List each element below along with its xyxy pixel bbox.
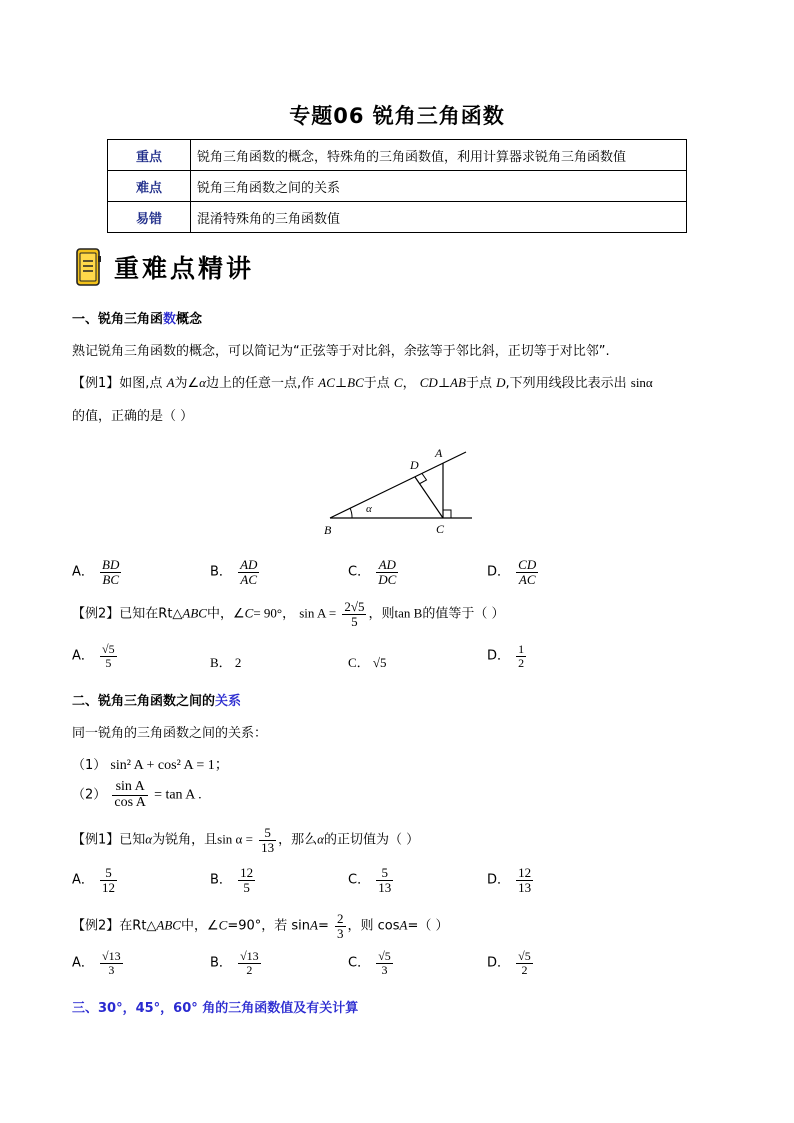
right-angle-d — [420, 474, 427, 484]
example-tag: 【例1】 — [72, 832, 120, 848]
stem-text: = — [317, 918, 329, 934]
option-b[interactable] — [210, 652, 241, 671]
summary-row — [108, 171, 687, 202]
stem-text: ，那么 — [278, 832, 318, 848]
stem-text: ，则 — [368, 606, 395, 622]
summary-key: 重点 — [108, 140, 191, 171]
option-value: √5 — [372, 655, 387, 670]
math-expr: tan B — [394, 605, 423, 621]
fraction-numerator: √13 — [240, 949, 259, 963]
option-label: B． — [210, 872, 232, 888]
option-label: A． — [72, 648, 94, 664]
stem-text: 为锐角，且 — [152, 832, 218, 848]
section-1-heading — [72, 308, 202, 327]
fraction-denominator: 5 — [351, 613, 358, 629]
stem-text: 边上的任意一点,作 — [206, 376, 315, 391]
math-var: C — [218, 917, 228, 933]
option-label: B． — [210, 564, 232, 580]
option-label: D． — [487, 955, 511, 971]
math-expr: sinα — [630, 375, 653, 390]
section-banner: 重难点精讲 — [114, 254, 255, 283]
math-var: D — [496, 375, 506, 390]
example-3-stem — [72, 826, 419, 854]
option-label: D． — [487, 872, 511, 888]
fraction-numerator: 5 — [259, 826, 276, 841]
option-d[interactable] — [487, 950, 535, 976]
page-title: 专题06 锐角三角函数 — [289, 104, 505, 128]
stem-text: ,下列用线段比表示出 — [505, 376, 627, 391]
option-d[interactable] — [487, 558, 540, 586]
stem-text: ， — [402, 376, 416, 391]
summary-value: 锐角三角函数的概念，特殊角的三角函数值，利用计算器求锐角三角函数值 — [191, 140, 687, 171]
fraction-denominator: 3 — [337, 925, 344, 941]
math-var: C — [393, 375, 403, 390]
math-expr: sin A = — [299, 605, 337, 621]
fraction-numerator: sin A — [112, 780, 148, 796]
summary-key: 易错 — [108, 202, 191, 233]
fraction-numerator: AD — [376, 558, 398, 573]
summary-value: 混淆特殊角的三角函数值 — [191, 202, 687, 233]
fraction-numerator: 12 — [518, 865, 532, 880]
option-label: B． — [210, 955, 232, 971]
fraction-denominator: AC — [240, 571, 258, 587]
math-var: A — [166, 375, 175, 390]
fraction-numerator: CD — [518, 557, 537, 572]
math-var: A — [399, 917, 408, 933]
heading-text: 一、锐角三角函 — [72, 312, 164, 327]
example-tag: 【例1】 — [72, 376, 120, 391]
option-a[interactable] — [72, 866, 119, 894]
stem-text: 已知 — [119, 832, 146, 848]
example-4-stem — [72, 912, 449, 940]
fraction-denominator: 13 — [378, 879, 392, 895]
option-label: C． — [348, 655, 370, 670]
fraction-denominator: AC — [518, 571, 536, 587]
option-label: A． — [72, 872, 94, 888]
relation-label: （2） — [72, 787, 107, 803]
math-var: α — [317, 831, 324, 847]
fraction-numerator: √13 — [102, 949, 121, 963]
fraction-denominator: 5 — [105, 655, 112, 670]
option-b[interactable] — [210, 950, 263, 976]
stem-text: 于点 — [465, 376, 492, 391]
stem-text: 在Rt△ — [119, 918, 157, 934]
summary-row — [108, 140, 687, 171]
option-c[interactable] — [348, 866, 395, 894]
relation-2 — [72, 780, 202, 810]
option-b[interactable] — [210, 558, 261, 586]
example-tag: 【例2】 — [72, 918, 120, 934]
stem-text: ，则 cos — [347, 918, 400, 934]
fraction-denominator: 5 — [243, 879, 250, 895]
notebook-icon — [76, 248, 102, 286]
relation-formula: = tan A . — [154, 787, 202, 803]
fraction-denominator: 2 — [246, 962, 253, 977]
stem-text: 的正切值为（ ） — [323, 832, 420, 848]
option-label: C． — [348, 872, 371, 888]
heading-text: 二、锐角三角函数之间的 — [72, 694, 216, 709]
stem-text: 于点 — [363, 376, 390, 391]
label-c: C — [436, 522, 445, 536]
option-a[interactable] — [72, 558, 123, 586]
math-var: ABC — [182, 605, 207, 621]
heading-text-highlight: 数 — [163, 312, 177, 327]
relation-1 — [72, 754, 229, 774]
stem-text: =（ ） — [407, 918, 449, 934]
triangle-figure — [318, 440, 478, 540]
option-b[interactable] — [210, 866, 257, 894]
heading-text-highlight: 关系 — [215, 694, 242, 709]
stem-text: 中，∠ — [180, 918, 219, 934]
option-a[interactable] — [72, 643, 119, 669]
fraction-numerator: √5 — [518, 949, 531, 963]
fraction-numerator: √5 — [378, 949, 391, 963]
summary-table — [107, 139, 687, 233]
section-1-intro: 熟记锐角三角函数的概念，可以简记为“正弦等于对比斜，余弦等于邻比斜，正切等于对比邻”. — [72, 344, 610, 359]
fraction-denominator: 2 — [518, 655, 525, 670]
example-2-stem — [72, 600, 504, 628]
fraction-numerator: AD — [240, 557, 258, 572]
fraction-denominator: 2 — [521, 962, 528, 977]
fraction-numerator: √5 — [102, 642, 115, 656]
fraction-denominator: DC — [378, 571, 397, 587]
math-symbol: ⊥ — [334, 375, 348, 390]
fraction-numerator: 2 — [337, 911, 344, 926]
fraction-denominator: 13 — [261, 839, 275, 855]
option-label: A． — [72, 564, 94, 580]
stem-text: = 90°， — [253, 605, 296, 621]
relation-label: （1） — [72, 758, 107, 773]
fraction-denominator: 3 — [381, 962, 388, 977]
option-value: 2 — [234, 655, 242, 670]
fraction-numerator: 1 — [518, 642, 525, 656]
section-2-intro: 同一锐角的三角函数之间的关系： — [72, 726, 268, 741]
example-1-stem — [72, 372, 653, 391]
fraction-numerator: 5 — [100, 866, 117, 881]
option-label: A． — [72, 955, 94, 971]
fraction-numerator: 5 — [376, 866, 393, 881]
stem-text: =90°，若 sin — [227, 918, 311, 934]
math-symbol: ⊥ — [437, 375, 451, 390]
math-var: CD — [419, 375, 438, 390]
math-var: AC — [318, 375, 335, 390]
right-angle-c — [443, 510, 451, 518]
fraction-denominator: cos A — [114, 794, 146, 810]
math-var: AB — [450, 375, 466, 390]
option-d[interactable] — [487, 643, 528, 669]
label-d: D — [410, 458, 419, 472]
stem-text: 为∠ — [174, 376, 200, 391]
fraction-denominator: 3 — [108, 962, 115, 977]
option-c[interactable] — [348, 950, 395, 976]
example-tag: 【例2】 — [72, 606, 120, 622]
segment-cd — [415, 477, 443, 518]
label-b: B — [324, 523, 332, 537]
heading-text: 概念 — [176, 312, 203, 327]
relation-formula: sin² A + cos² A = 1； — [110, 758, 229, 773]
math-var: BC — [347, 375, 364, 390]
option-c[interactable] — [348, 652, 387, 671]
option-label: C． — [348, 564, 371, 580]
option-label: C． — [348, 955, 371, 971]
fraction-numerator: 12 — [240, 865, 254, 880]
option-label: D． — [487, 648, 511, 664]
fraction-denominator: 12 — [102, 879, 116, 895]
section-3-heading: 三、30°，45°，60° 角的三角函数值及有关计算 — [72, 1001, 359, 1016]
fraction-denominator: 13 — [518, 879, 532, 895]
math-var: C — [244, 605, 254, 621]
math-var: ABC — [156, 917, 181, 933]
fraction-denominator: BC — [102, 571, 120, 587]
math-var: α — [199, 375, 206, 390]
fraction-numerator: BD — [102, 557, 120, 572]
option-d[interactable] — [487, 866, 535, 894]
fraction-numerator: 2√5 — [344, 599, 365, 614]
option-label: D． — [487, 564, 511, 580]
stem-text: 的值等于（ ） — [422, 606, 505, 622]
option-a[interactable] — [72, 950, 125, 976]
angle-arc — [350, 508, 352, 518]
label-alpha: α — [366, 503, 372, 515]
label-a: A — [435, 446, 443, 460]
stem-text: 中，∠ — [206, 606, 245, 622]
math-expr: sin α = — [217, 831, 253, 847]
summary-row — [108, 202, 687, 233]
summary-value: 锐角三角函数之间的关系 — [191, 171, 687, 202]
option-label: B． — [210, 655, 232, 670]
stem-text: 已知在Rt△ — [119, 606, 183, 622]
section-2-heading — [72, 690, 241, 709]
summary-key: 难点 — [108, 171, 191, 202]
math-var: α — [145, 831, 153, 847]
example-1-stem-line2: 的值，正确的是（ ） — [72, 409, 194, 424]
option-c[interactable] — [348, 558, 400, 586]
math-var: A — [310, 917, 318, 933]
stem-text: 如图,点 — [119, 376, 163, 391]
